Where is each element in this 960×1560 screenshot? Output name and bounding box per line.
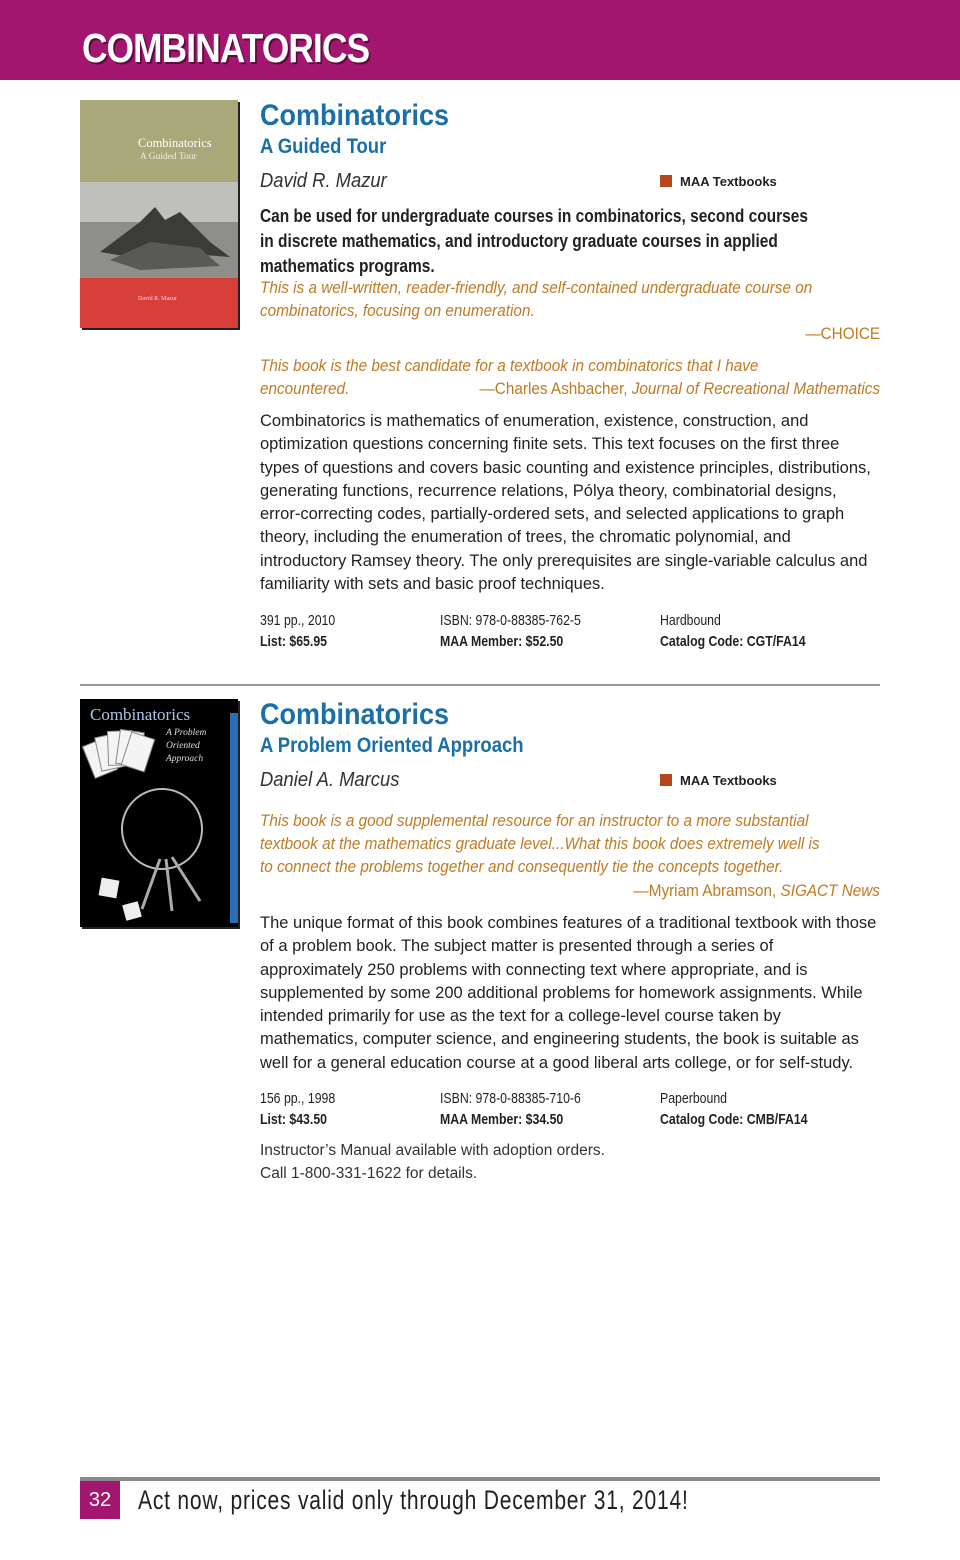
instructor-note: Instructor’s Manual available with adoption orders. [260, 1142, 605, 1159]
book-cover[interactable] [80, 100, 238, 328]
review-quote: This book is a good supplemental resource for an instructor to a more substantial textbook at the mathematics graduate level...What this book does extremely well is to connect the problems together and consequently tie the concepts together. [260, 811, 820, 876]
cover-title: Combinatorics [90, 705, 191, 724]
cards-keys-illustration [80, 719, 230, 927]
footer-message: Act now, prices valid only through December 31, 2014! [138, 1485, 689, 1515]
section-divider [80, 684, 880, 686]
review-source: SIGACT News [780, 881, 880, 900]
member-price: MAA Member: $52.50 [440, 633, 564, 650]
review-attribution: —Myriam Abramson, SIGACT News [633, 881, 880, 900]
book-subtitle: A Guided Tour [260, 135, 387, 158]
book-author: Daniel A. Marcus [260, 769, 400, 791]
list-price: List: $43.50 [260, 1111, 328, 1128]
book-cover[interactable] [80, 699, 238, 927]
book-author: David R. Mazur [260, 170, 387, 192]
catalog-code: Catalog Code: CMB/FA14 [660, 1111, 808, 1128]
cover-author: David R. Mazur [138, 296, 177, 302]
book-title: Combinatorics [260, 99, 450, 132]
binding: Hardbound [660, 612, 721, 629]
book-lead: Can be used for undergraduate courses in combinatorics, second courses in discrete mathematics, and introductory graduate courses in applied mathematics programs. [260, 206, 808, 276]
isbn: ISBN: 978-0-88385-710-6 [440, 1090, 581, 1107]
isbn: ISBN: 978-0-88385-762-5 [440, 612, 581, 629]
catalog-code: Catalog Code: CGT/FA14 [660, 633, 806, 650]
series-square-icon [660, 175, 672, 187]
member-price: MAA Member: $34.50 [440, 1111, 564, 1128]
book-entry [80, 100, 880, 660]
binding: Paperbound [660, 1090, 728, 1107]
book-title: Combinatorics [260, 698, 450, 731]
review-quote: This book is the best candidate for a textbook in combinatorics that I have encountered. [260, 356, 759, 398]
book-description: Combinatorics is mathematics of enumeration, existence, construction, and optimization questions concerning finite sets. This text focuses on the first three types of questions and covers basic counting and existence principles, distributions, generating functions, recurrence relations, Pólya theory, combinatorial designs, error-correcting codes, partially-ordered sets, and selected applications to graph theory, including the enumeration of trees, the chromatic polynomial, and introductory Ramsey theory. The only prerequisites are single-variable calculus and familiarity with sets and basic proof techniques. [260, 412, 871, 594]
section-title: COMBINATORICS [82, 25, 370, 71]
cover-title: Combinatorics [138, 136, 212, 150]
book-subtitle: A Problem Oriented Approach [260, 734, 524, 757]
series-badge [660, 172, 777, 192]
series-square-icon [660, 774, 672, 786]
pages-year: 156 pp., 1998 [260, 1090, 336, 1107]
list-price: List: $65.95 [260, 633, 328, 650]
cover-photo [80, 182, 238, 278]
page-number: 32 [80, 1481, 120, 1519]
book-entry [80, 699, 880, 1199]
series-label: MAA Textbooks [680, 773, 777, 788]
review-attribution: —Charles Ashbacher, Journal of Recreational Mathematics [479, 379, 880, 398]
review-quote: This is a well-written, reader-friendly, and self-contained undergraduate course on combinatorics, focusing on enumeration. [260, 278, 813, 320]
series-label: MAA Textbooks [680, 174, 777, 189]
cover-subtitle: A Problem Oriented Approach [166, 728, 207, 764]
cover-subtitle: A Guided Tour [140, 152, 197, 162]
contact-note: Call 1-800-331-1622 for details. [260, 1165, 478, 1182]
pages-year: 391 pp., 2010 [260, 612, 336, 629]
review-source: Journal of Recreational Mathematics [631, 379, 880, 398]
series-badge [660, 771, 777, 791]
book-description: The unique format of this book combines features of a traditional textbook with those of a problem book. The subject matter is presented through a series of approximately 250 problems with connecting text where appropriate, and is supplemented by some 200 additional problems for homework assignments. While intended primarily for use as the text for a college-level course taken by mathematics, computer science, and engineering students, the book is suitable as well for a general education course at a good liberal arts college, or for self-study. [260, 914, 877, 1072]
review-attribution: —CHOICE [805, 324, 880, 343]
